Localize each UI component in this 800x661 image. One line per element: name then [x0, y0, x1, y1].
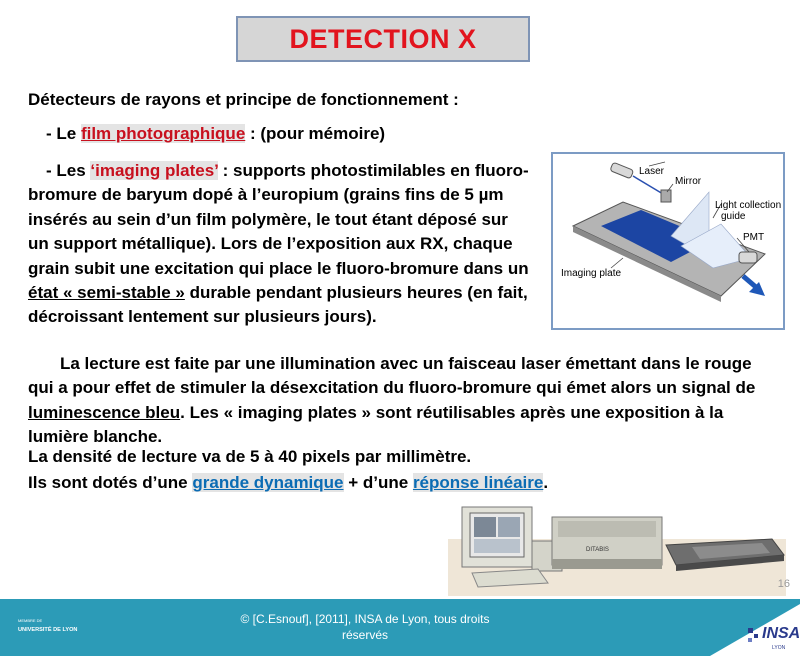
heading: Détecteurs de rayons et principe de fonctionnement :: [28, 90, 459, 109]
page-number: 16: [777, 578, 790, 590]
scanner-equipment-photo: [448, 499, 786, 596]
diagram-label-imaging-plate: Imaging plate: [561, 268, 622, 279]
svg-text:LYON: LYON: [772, 645, 786, 651]
density-line: La densité de lecture va de 5 à 40 pixels par millimètre.: [28, 447, 472, 466]
svg-text:UNIVERSITÉ DE LYON: UNIVERSITÉ DE LYON: [18, 627, 78, 633]
copyright-text: © [C.Esnouf], [2011], INSA de Lyon, tous droits réservés: [240, 612, 490, 642]
linear-response-term: réponse linéaire: [412, 473, 544, 492]
universite-de-lyon-logo: [18, 614, 80, 636]
reading-paragraph: La lecture est faite par une illumination avec un faisceau laser émettant dans le rouge qui a pour effet de stimuler la désexcitation du fluoro-bromure qui émet alors un signal de luminescence bleu. Les « imaging plates » sont réutilisables après une exposition à la lumière blanche.: [28, 354, 756, 447]
diagram-label-pmt: PMT: [743, 232, 765, 243]
footer-bar: [0, 599, 800, 656]
dynamics-term: grande dynamique: [192, 473, 344, 492]
imaging-plate-diagram: [551, 152, 785, 330]
svg-text:MEMBRE DE: MEMBRE DE: [18, 618, 43, 623]
svg-text:INSA: INSA: [762, 625, 800, 642]
diagram-label-guide-2: guide: [721, 211, 746, 222]
film-line: - Le film photographique : (pour mémoire): [46, 124, 386, 143]
plates-paragraph: - Les ‘imaging plates’ : supports photostimilables en fluoro-bromure de baryum dopé à l’europium (grains fins de 5 µm insérés au sein d’un film polymère, le tout étant déposé sur un support métallique). Lors de l’exposition aux RX, chaque grain subit une excitation qui place le fluoro-bromure dans un état « semi-stable » durable pendant plusieurs heures (en fait, décroissant lentement sur plusieurs jours).: [28, 161, 529, 327]
insa-lyon-logo: [710, 604, 800, 656]
diagram-label-guide-1: Light collection: [715, 200, 782, 211]
plates-highlight: ‘imaging plates’: [90, 161, 218, 180]
semi-stable-term: état « semi-stable »: [28, 283, 185, 303]
luminescence-term: luminescence bleu: [28, 402, 181, 422]
svg-text:DITABIS: DITABIS: [586, 547, 609, 553]
slide-title-box: [236, 16, 530, 62]
slide-title: DETECTION X: [289, 23, 477, 54]
diagram-label-laser: Laser: [639, 166, 665, 177]
diagram-label-mirror: Mirror: [675, 176, 702, 187]
film-highlight: film photographique: [80, 124, 246, 143]
dynamics-line: Ils sont dotés d’une grande dynamique + d’une réponse linéaire.: [28, 473, 549, 492]
